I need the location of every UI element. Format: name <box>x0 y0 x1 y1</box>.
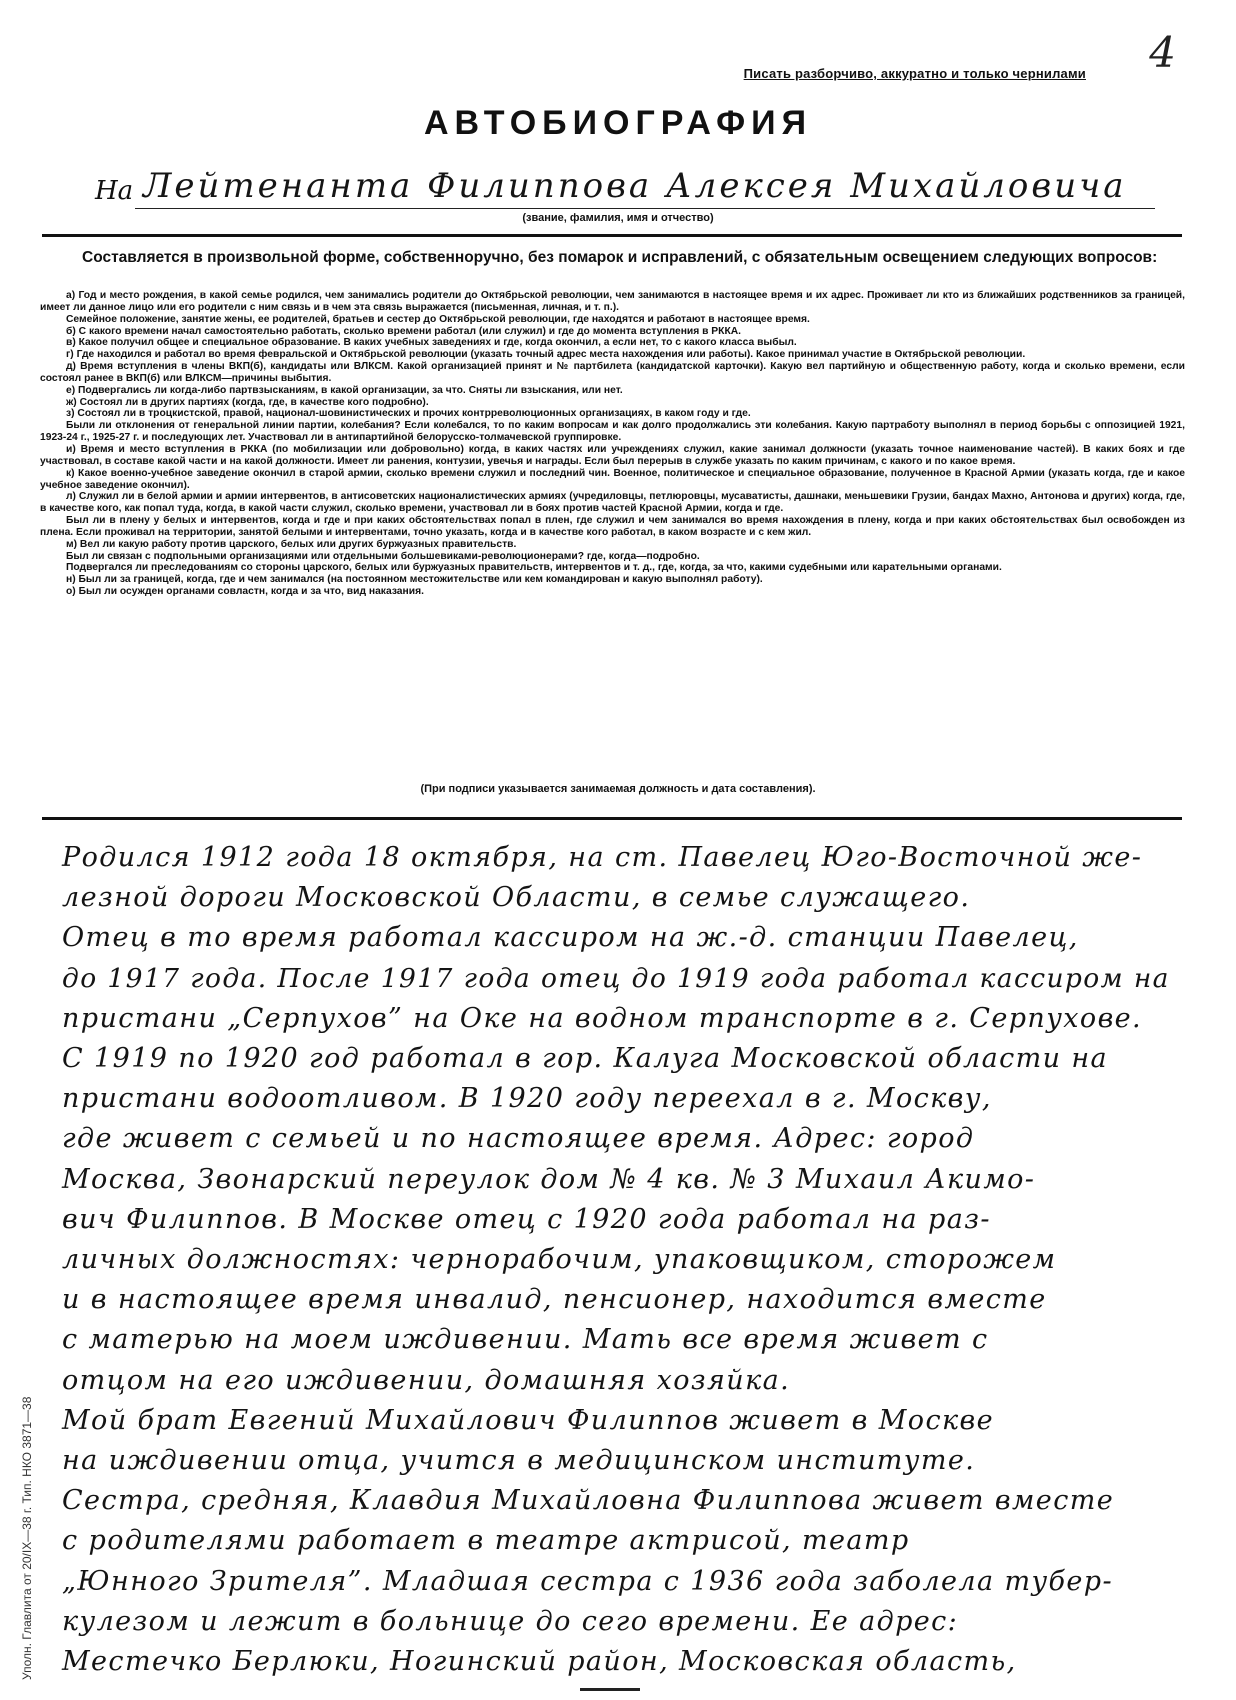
handwritten-line: С 1919 по 1920 год работал в гор. Калуга Московской области на <box>62 1043 1109 1075</box>
handwritten-line: Родился 1912 года 18 октября, на ст. Павелец Юго-Восточной же- <box>62 842 1143 873</box>
handwritten-line: вич Филиппов. В Москве отец с 1920 года работал на раз- <box>62 1203 991 1235</box>
question-item: н) Был ли за границей, когда, где и чем занимался (на постоянном местожительстве или кем командирован и какую выполнял работу). <box>66 574 763 586</box>
question-item: л) Служил ли в белой армии и армии интервентов, в антисоветских националистических армиях (учредиловцы, петлюровцы, мусаватисты, дашнаки, меньшевики Грузии, бандах Махно, Антонова и других) когда, где, в качестве кого, как попал туда, когда, в какой части служил, сколько времени, участвовал ли в боях против частей Красной Армии, когда и где. <box>40 491 1185 515</box>
handwritten-line: Москва, Звонарский переулок дом № 4 кв. № 3 Михаил Акимо- <box>62 1163 1036 1195</box>
printer-imprint: Уполн. Главлита от 20/IX—38 г. Тип. НКО 3871—38 <box>20 1396 34 1680</box>
question-item: м) Вел ли какую работу против царского, белых или других буржуазных правительств. <box>66 538 517 550</box>
instructions-heading: Составляется в произвольной форме, собственноручно, без помарок и исправлений, с обязательным освещением следующих вопросов: <box>82 249 1158 266</box>
question-item: а) Год и место рождения, в какой семье родился, чем занимались родители до Октябрьской революции, чем занимаются в настоящее время и их адрес. Проживает ли кто из ближайших родственников за границей, имеет ли данное лицо или его родители с ним связь и в чем эта связь выражается (письменная, личная, и т. п.). <box>40 290 1185 313</box>
handwritten-line: с родителями работает в театре актрисой, театр <box>62 1525 910 1557</box>
handwritten-line: „Юнного Зрителя”. Младшая сестра с 1936 года заболела тубер- <box>62 1565 1114 1597</box>
top-divider <box>42 234 1182 237</box>
handwritten-line: пристани „Серпухов” на Оке на водном транспорте в г. Серпухове. <box>62 1002 1143 1034</box>
question-item: и) Время и место вступления в РККА (по мобилизации или добровольно) когда, в каких частях или учреждениях служил, какие занимал должности (указать точное наименование частей). В каких боях и где участвовал, в составе какой части и на какой должности. Имеет ли ранения, контузии, увечья и награды. Если был перерыв в службе указать по каким причинам, с какого и по какое время. <box>40 443 1185 467</box>
handwritten-name: Лейтенанта Филиппова Алексея Михайловича <box>143 166 1127 206</box>
question-item: Подвергался ли преследованиям со стороны царского, белых или буржуазных правительств, интервентов и т. д., где, когда, за что, какими судебными или карательными органами. <box>66 562 1002 574</box>
question-item: д) Время вступления в члены ВКП(б), кандидаты или ВЛКСМ. Какой организацией принят и № партбилета (кандидатской карточки). Какую вел партийную и общественную работу, когда и сколько времени, если состоял ранее в ВКП(б) или ВЛКСМ—причины выбытия. <box>40 361 1185 384</box>
name-caption: (звание, фамилия, имя и отчество) <box>522 212 714 224</box>
bottom-mark <box>580 1688 640 1691</box>
name-underline <box>135 208 1155 209</box>
question-item: ж) Состоял ли в других партиях (когда, где, в качестве кого подробно). <box>66 396 429 408</box>
page-number: 4 <box>1149 28 1176 77</box>
middle-divider <box>42 817 1182 820</box>
question-item: к) Какое военно-учебное заведение окончил в старой армии, сколько времени служил и последний чин. Военное, политическое и специальное образование, полученное в Красной Армии (указать когда, где и какое учебное заведение окончил). <box>40 467 1185 491</box>
question-item: Были ли отклонения от генеральной линии партии, колебания? Если колебался, то по каким вопросам и как долго продолжались эти колебания. Какую партработу выполнял в период борьбы с оппозицией 1921, 1923-24 г., 1925-27 г. и последующих лет. Участвовал ли в антипартийной белорусско-толмачевской группировке. <box>40 420 1185 444</box>
name-line <box>95 166 1155 210</box>
signature-note: (При подписи указывается занимаемая должность и дата составления). <box>420 783 816 795</box>
handwritten-line: где живет с семьей и по настоящее время. Адрес: город <box>62 1123 975 1155</box>
question-item: Был ли в плену у белых и интервентов, когда и где и при каких обстоятельствах попал в плен, где служил и чем занимался во время нахождения в плену, когда и при каких обстоятельствах был освобожден из плена. Если проживал на территории, занятой белыми и интервентами, точно указать, когда и в качестве кого работал, в каком возрасте и с кем жил. <box>40 515 1185 538</box>
question-item: е) Подвергались ли когда-либо партвзысканиям, в какой организации, за что. Сняты ли взыскания, или нет. <box>66 384 623 396</box>
question-item: о) Был ли осужден органами совластн, когда и за что, вид наказания. <box>66 586 424 598</box>
handwritten-line: Мой брат Евгений Михайлович Филиппов живет в Москве <box>62 1404 994 1436</box>
handwritten-line: личных должностях: чернорабочим, упаковщиком, сторожем <box>62 1244 1057 1276</box>
question-item: з) Состоял ли в троцкистской, правой, национал-шовинистических и прочих контрреволюционных организациях, в каком году и где. <box>66 408 751 420</box>
handwritten-line: с матерью на моем иждивении. Мать все время живет с <box>62 1324 989 1356</box>
question-item: Был ли связан с подпольными организациями или отдельными большевиками-революционерами? где, когда—подробно. <box>66 550 700 562</box>
header-instruction-note: Писать разборчиво, аккуратно и только чернилами <box>743 66 1086 81</box>
question-item: г) Где находился и работал во время февральской и Октябрьской революции (указать точный адрес места нахождения или работы). Какое принимал участие в Октябрьской революции. <box>66 349 1026 361</box>
handwritten-line: лезной дороги Московской Области, в семье служащего. <box>62 882 971 914</box>
name-prefix: На <box>95 176 134 206</box>
question-item: б) С какого времени начал самостоятельно работать, сколько времени работал (или служил) и где до момента вступления в РККА. <box>66 325 742 337</box>
handwritten-line: отцом на его иждивении, домашняя хозяйка. <box>62 1364 791 1396</box>
question-item: Семейное положение, занятие жены, ее родителей, братьев и сестер до Октябрьской революции, где находятся и работают в настоящее время. <box>66 313 810 325</box>
handwritten-line: Местечко Берлюки, Ногинский район, Московская область, <box>62 1646 1017 1678</box>
handwritten-line: Сестра, средняя, Клавдия Михайловна Филиппова живет вместе <box>62 1485 1115 1517</box>
handwritten-autobiography-text <box>62 838 1182 1682</box>
handwritten-line: на иждивении отца, учится в медицинском институте. <box>62 1445 976 1477</box>
handwritten-line: пристани водоотливом. В 1920 году переехал в г. Москву, <box>62 1083 992 1115</box>
handwritten-line: до 1917 года. После 1917 года отец до 1919 года работал кассиром на <box>62 962 1170 994</box>
question-item: в) Какое получил общее и специальное образование. В каких учебных заведениях и где, когда окончил, а если нет, то с какого класса выбыл. <box>66 337 797 349</box>
document-title: АВТОБИОГРАФИЯ <box>423 104 813 142</box>
handwritten-line: Отец в то время работал кассиром на ж.-д. станции Павелец, <box>62 922 1079 954</box>
questions-list <box>40 290 1185 598</box>
handwritten-line: кулезом и лежит в больнице до сего времени. Ее адрес: <box>62 1605 959 1637</box>
handwritten-line: и в настоящее время инвалид, пенсионер, находится вместе <box>62 1284 1047 1316</box>
